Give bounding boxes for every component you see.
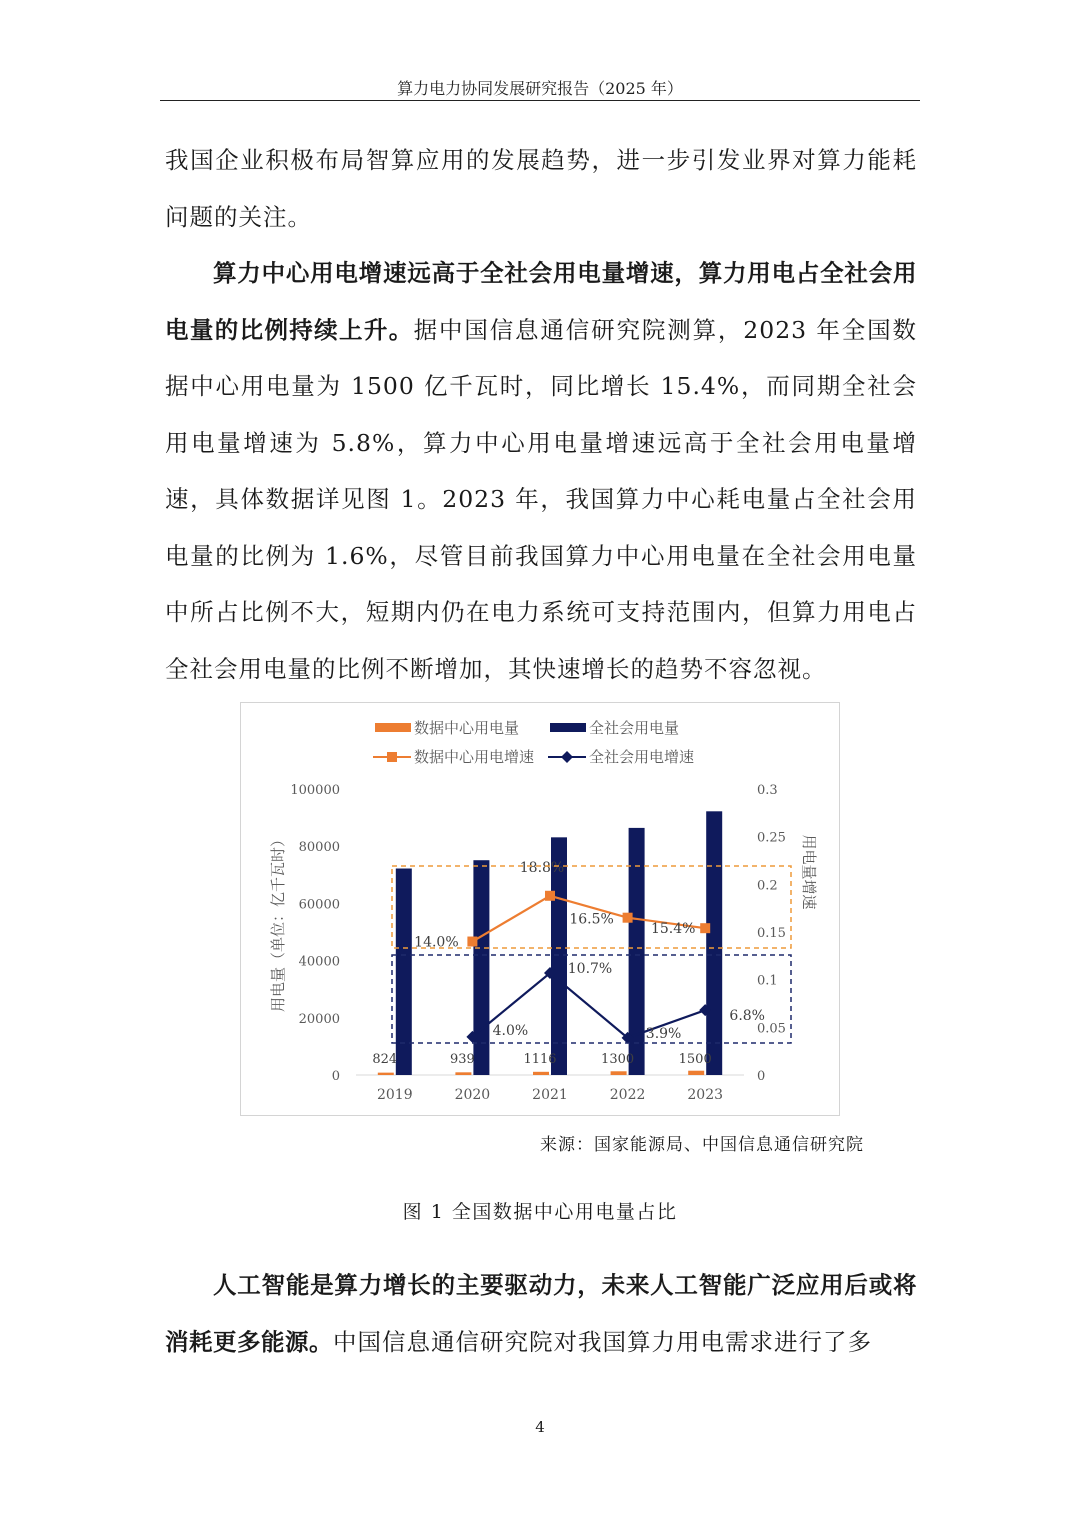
bar-datacenter-label: 1500 — [678, 1052, 712, 1067]
bar-datacenter-label: 939 — [449, 1052, 475, 1067]
line-data-label: 14.0% — [414, 934, 459, 951]
x-tick-label: 2023 — [687, 1087, 724, 1103]
line-data-label: 15.4% — [650, 921, 696, 938]
legend-marker-square — [387, 752, 397, 762]
y-right-tick-label: 0 — [757, 1069, 766, 1084]
legend-swatch — [550, 723, 586, 732]
bar-datacenter — [533, 1072, 549, 1075]
paragraph-2-body: 据中国信息通信研究院测算，2023 年全国数据中心用电量为 1500 亿千瓦时，同比增长 15.4%，而同期全社会用电量增速为 5.8%，算力中心用电量增速远高于全社会用电量增速，具体数据详见图 1。2023 年，我国算力中心耗电量占全社会用电量的比例为 1.6%，尽管目前我国算力中心用电量在全社会用电量中所占比例不大，短期内仍在电力系统可支持范围内，但算力用电占全社会用电量的比例不断增加，其快速增长的趋势不容忽视。 — [165, 315, 918, 683]
bar-datacenter-label: 824 — [372, 1052, 398, 1067]
line-data-label: 18.8% — [519, 859, 565, 876]
y-left-axis-title: 用电量（单位：亿千瓦时） — [269, 831, 287, 1013]
bar-datacenter-label: 1116 — [523, 1052, 557, 1067]
figure-1-chart — [240, 702, 840, 1116]
bar-society — [706, 811, 722, 1075]
figure-source: 来源：国家能源局、中国信息通信研究院 — [540, 1135, 864, 1155]
marker-square — [467, 937, 477, 947]
bar-datacenter — [455, 1072, 471, 1075]
x-tick-label: 2019 — [376, 1087, 413, 1103]
bar-society — [396, 869, 412, 1075]
y-right-axis-title: 用电量增速 — [800, 834, 818, 910]
x-tick-label: 2022 — [609, 1087, 646, 1103]
legend-label: 数据中心用电量 — [414, 719, 520, 737]
paragraph-3-body: 中国信息通信研究院对我国算力用电需求进行了多 — [333, 1327, 872, 1356]
page-number: 4 — [535, 1418, 545, 1436]
legend-label: 全社会用电量 — [589, 719, 680, 737]
legend-label: 数据中心用电增速 — [414, 748, 535, 766]
legend-marker-diamond — [561, 751, 573, 763]
legend-label: 全社会用电增速 — [589, 748, 695, 766]
marker-square — [545, 891, 555, 901]
bar-datacenter — [611, 1071, 627, 1075]
running-header: 算力电力协同发展研究报告（2025 年） — [397, 79, 683, 98]
y-right-tick-label: 0.25 — [757, 830, 786, 846]
y-left-tick-label: 40000 — [298, 954, 340, 970]
marker-square — [700, 923, 710, 933]
y-right-tick-label: 0.1 — [757, 973, 778, 989]
line-data-label: 10.7% — [567, 960, 613, 977]
y-right-tick-label: 0.2 — [757, 878, 778, 894]
line-data-label: 4.0% — [492, 1022, 529, 1039]
y-left-tick-label: 80000 — [298, 840, 340, 856]
y-left-tick-label: 0 — [331, 1069, 340, 1084]
y-right-tick-label: 0.15 — [757, 926, 786, 941]
bar-datacenter — [378, 1073, 394, 1075]
chart-svg — [241, 703, 839, 1115]
y-right-tick-label: 0.3 — [757, 783, 778, 798]
x-tick-label: 2020 — [454, 1087, 491, 1103]
legend-swatch — [375, 723, 411, 732]
y-left-tick-label: 20000 — [298, 1011, 340, 1027]
paragraph-2 — [165, 245, 917, 697]
y-right-tick-label: 0.05 — [757, 1021, 786, 1037]
paragraph-1: 我国企业积极布局智算应用的发展趋势，进一步引发业界对算力能耗问题的关注。 — [165, 146, 917, 231]
paragraph-3 — [165, 1257, 917, 1370]
header-rule — [160, 100, 920, 101]
figure-caption: 图 1 全国数据中心用电量占比 — [402, 1201, 678, 1223]
line-data-label: 6.8% — [729, 1008, 765, 1025]
line-data-label: 3.9% — [645, 1025, 682, 1042]
marker-square — [623, 913, 633, 923]
paragraph-3-lead: 人工智能是算力增长的主要驱动力，未来人工智能广泛应用后或将消耗更多能源。 — [165, 1271, 917, 1356]
bar-datacenter-label: 1300 — [601, 1052, 635, 1067]
bar-datacenter — [688, 1071, 704, 1075]
line-data-label: 16.5% — [569, 911, 614, 928]
x-tick-label: 2021 — [532, 1087, 568, 1103]
paragraph-2-lead: 算力中心用电增速远高于全社会用电量增速，算力用电占全社会用电量的比例持续上升。 — [165, 259, 917, 344]
y-left-tick-label: 60000 — [298, 897, 340, 913]
y-left-tick-label: 100000 — [290, 783, 340, 798]
